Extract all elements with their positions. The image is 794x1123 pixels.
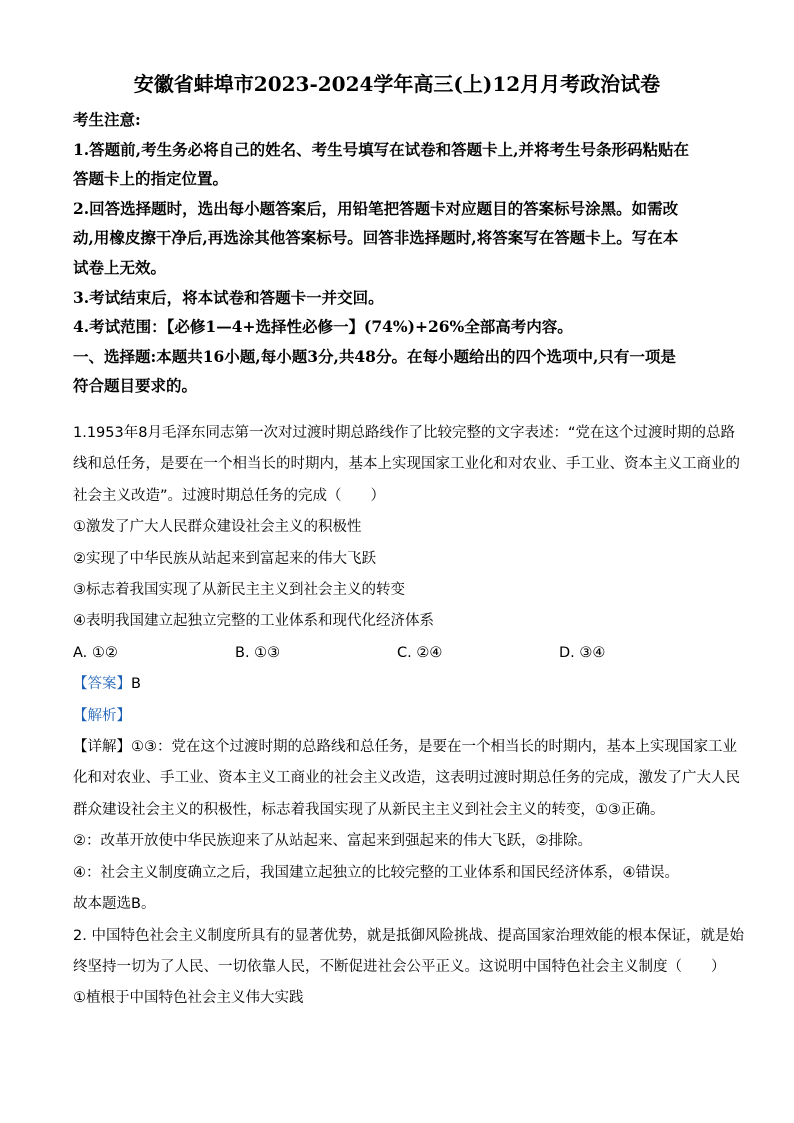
q1-extra-line: ④：社会主义制度确立之后，我国建立起独立的比较完整的工业体系和国民经济体系，④错误。 bbox=[73, 864, 679, 881]
answer-value: B bbox=[131, 676, 141, 693]
exam-notice bbox=[73, 105, 723, 401]
section-heading: 符合题目要求的。 bbox=[73, 376, 198, 396]
notice-line: 动,用橡皮擦干净后,再选涂其他答案标号。回答非选择题时,将答案写在答题卡上。写在本 bbox=[73, 228, 679, 248]
q1-item: ①激发了广大人民群众建设社会主义的积极性 bbox=[73, 519, 362, 536]
page-title: 安徽省蚌埠市2023-2024学年高三(上)12月月考政治试卷 bbox=[133, 72, 661, 96]
q2-item: ①植根于中国特色社会主义伟大实践 bbox=[73, 990, 304, 1007]
q1-item: ③标志着我国实现了从新民主主义到社会主义的转变 bbox=[73, 582, 405, 599]
notice-line: 试卷上无效。 bbox=[73, 257, 167, 277]
analysis-tag: 【解析】 bbox=[73, 707, 131, 724]
q1-extra-line: ②：改革开放使中华民族迎来了从站起来、富起来到强起来的伟大飞跃，②排除。 bbox=[73, 833, 592, 850]
q1-conclusion: 故本题选B。 bbox=[73, 896, 156, 913]
notice-line: 答题卡上的指定位置。 bbox=[73, 169, 229, 189]
question-body bbox=[73, 418, 744, 1015]
q1-detail-line bbox=[73, 732, 737, 763]
q1-options bbox=[73, 638, 723, 669]
q2-stem-line: 终坚持一切为了人民、一切依靠人民，不断促进社会公平正义。这说明中国特色社会主义制度（ ） bbox=[73, 958, 726, 975]
q1-detail-line: 化和对农业、手工业、资本主义工商业的社会主义改造，这表明过渡时期总任务的完成，激发了广大人民 bbox=[73, 770, 740, 787]
section-heading: 一、选择题:本题共16小题,每小题3分,共48分。在每小题给出的四个选项中,只有一项是 bbox=[73, 346, 676, 366]
q1-stem-line: 1.1953年8月毛泽东同志第一次对过渡时期总路线作了比较完整的文字表述：“党在这个过渡时期的总路 bbox=[73, 425, 735, 441]
q1-detail-line: 群众建设社会主义的积极性，标志着我国实现了从新民主主义到社会主义的转变，①③正确。 bbox=[73, 801, 665, 818]
answer-tag: 【答案】 bbox=[73, 676, 131, 693]
q1-stem-line: 线和总任务，是要在一个相当长的时期内，基本上实现国家工业化和对农业、手工业、资本主义工商业的 bbox=[73, 456, 740, 473]
detail-text: ①③：党在这个过渡时期的总路线和总任务，是要在一个相当长的时期内，基本上实现国家工业 bbox=[131, 739, 737, 756]
q1-option-c: C. ②④ bbox=[397, 644, 443, 661]
q1-item: ④表明我国建立起独立完整的工业体系和现代化经济体系 bbox=[73, 613, 434, 630]
q1-option-d: D. ③④ bbox=[559, 644, 606, 661]
q1-item: ②实现了中华民族从站起来到富起来的伟大飞跃 bbox=[73, 550, 376, 567]
q2-stem-line: 2. 中国特色社会主义制度所具有的显著优势，就是抵御风险挑战、提高国家治理效能的根本保证，就是始 bbox=[73, 927, 744, 944]
q1-answer bbox=[73, 669, 723, 700]
q1-option-a: A. ①② bbox=[73, 644, 118, 661]
notice-line: 4.考试范围：【必修1—4+选择性必修一】(74%)+26%全部高考内容。 bbox=[73, 317, 573, 337]
q1-option-b: B. ①③ bbox=[235, 644, 281, 661]
detail-tag: 【详解】 bbox=[73, 739, 131, 756]
q1-analysis bbox=[73, 701, 723, 732]
notice-line: 1.答题前,考生务必将自己的姓名、考生号填写在试卷和答题卡上,并将考生号条形码粘贴在 bbox=[73, 139, 689, 159]
notice-line: 2.回答选择题时，选出每小题答案后，用铅笔把答题卡对应题目的答案标号涂黑。如需改 bbox=[73, 198, 679, 218]
q1-stem-line: 社会主义改造”。过渡时期总任务的完成（ ） bbox=[73, 487, 386, 504]
notice-heading: 考生注意: bbox=[73, 110, 141, 129]
notice-line: 3.考试结束后，将本试卷和答题卡一并交回。 bbox=[73, 287, 384, 307]
